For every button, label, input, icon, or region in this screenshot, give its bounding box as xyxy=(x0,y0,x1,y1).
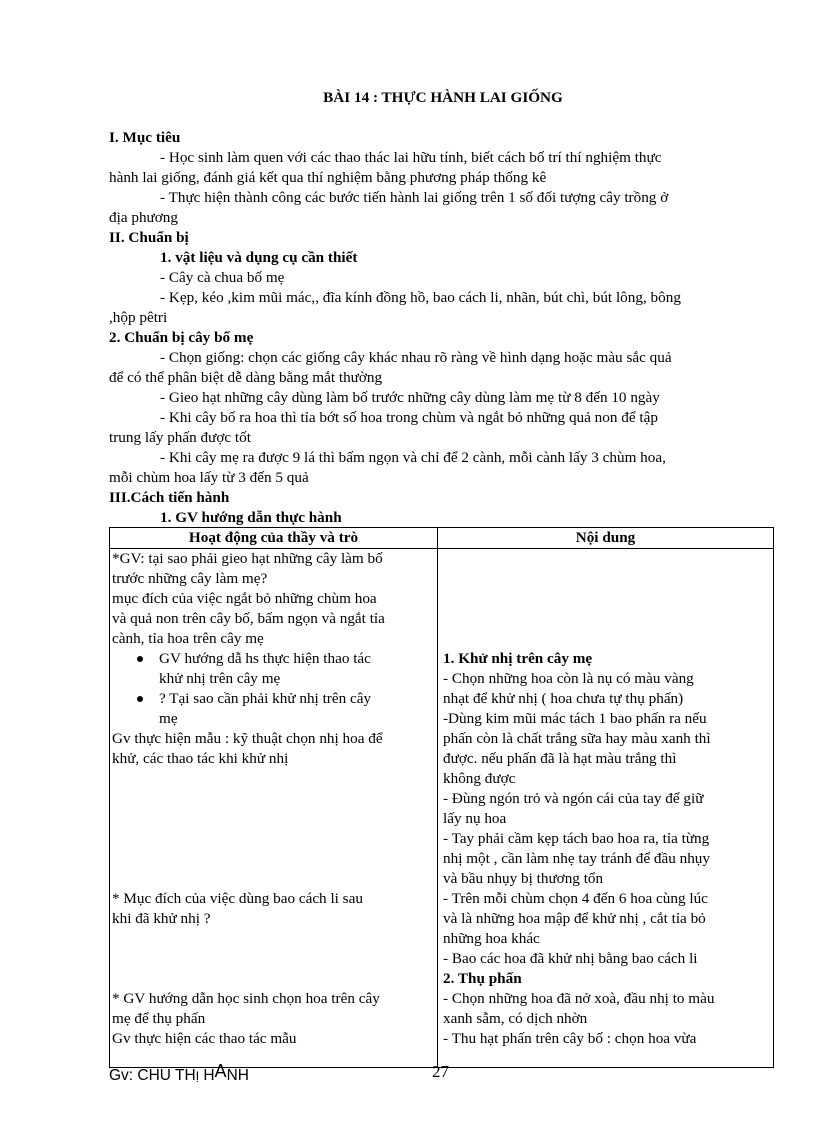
cell-line: mẹ xyxy=(159,710,178,727)
subheading-guidance: 1. GV hướng dẫn thực hành xyxy=(160,509,342,526)
cell-line: Gv thực hiện các thao tác mẫu xyxy=(112,1030,297,1047)
table-cell-content xyxy=(438,549,774,1068)
cell-line: và quả non trên cây bố, bấm ngọn và ngắt tỉa xyxy=(112,610,385,627)
table-header-content: Nội dung xyxy=(438,528,774,549)
content-heading-pollination: 2. Thụ phấn xyxy=(443,970,522,987)
paragraph-line: - Chọn giống: chọn các giống cây khác nhau rõ ràng về hình dạng hoặc màu sắc quả xyxy=(160,349,672,366)
cell-line: được. nếu phấn đã là hạt màu trắng thì xyxy=(443,750,677,767)
cell-line: *GV: tại sao phải gieo hạt những cây làm bố xyxy=(112,550,383,567)
paragraph-line: - Cây cà chua bố mẹ xyxy=(160,269,285,286)
table-header-activities: Hoạt động của thầy và trò xyxy=(110,528,438,549)
cell-line: Gv thực hiện mẫu : kỹ thuật chọn nhị hoa để xyxy=(112,730,383,747)
activity-table xyxy=(109,527,774,1068)
cell-line: - Trên mỗi chùm chọn 4 đến 6 hoa cùng lúc xyxy=(443,890,708,907)
footer-author-part: Ị xyxy=(195,1069,200,1083)
page-number: 27 xyxy=(432,1062,449,1081)
paragraph-line: hành lai giống, đánh giá kết qua thí nghiệm bằng phương pháp thống kê xyxy=(109,169,547,186)
table-cell-activities xyxy=(110,549,438,1068)
paragraph-line: để có thể phân biệt dễ dàng bằng mắt thường xyxy=(109,369,383,386)
cell-line: mục đích của việc ngắt bỏ những chùm hoa xyxy=(112,590,377,607)
cell-line: -Dùng kim mũi mác tách 1 bao phấn ra nếu xyxy=(443,710,707,727)
footer-author-part: H xyxy=(199,1067,215,1084)
cell-line: khử nhị trên cây mẹ xyxy=(159,670,281,687)
cell-line: * Mục đích của việc dùng bao cách li sau xyxy=(112,890,363,907)
cell-line: nhị một , cần làm nhẹ tay tránh để đầu nhụy xyxy=(443,850,710,867)
paragraph-line: - Gieo hạt những cây dùng làm bố trước những cây dùng làm mẹ từ 8 đến 10 ngày xyxy=(160,389,660,406)
section-heading-objectives: I. Mục tiêu xyxy=(109,129,181,146)
cell-line: cành, tỉa hoa trên cây mẹ xyxy=(112,630,264,647)
cell-line: phấn còn là chất trắng sữa hay màu xanh thì xyxy=(443,730,711,747)
cell-line: xanh sẫm, có dịch nhờn xyxy=(443,1010,588,1027)
cell-line: và bầu nhụy bị thương tổn xyxy=(443,870,604,887)
paragraph-line: ,hộp pêtri xyxy=(109,309,168,326)
content-heading-emasculation: 1. Khử nhị trên cây mẹ xyxy=(443,650,593,667)
paragraph-line: mỗi chùm hoa lấy từ 3 đến 5 quả xyxy=(109,469,309,486)
paragraph-line: địa phương xyxy=(109,209,178,226)
paragraph-line: - Thực hiện thành công các bước tiến hành lai giống trên 1 số đối tượng cây trồng ở xyxy=(160,189,669,206)
cell-line: GV hướng dẫ hs thực hiện thao tác xyxy=(159,650,371,667)
section-heading-procedure: III.Cách tiến hành xyxy=(109,489,230,506)
cell-line: * GV hướng dẫn học sinh chọn hoa trên cây xyxy=(112,990,380,1007)
footer-author xyxy=(109,1061,249,1086)
cell-line: khử, các thao tác khi khử nhị xyxy=(112,750,289,767)
subheading-parent-plants: 2. Chuẩn bị cây bố mẹ xyxy=(109,329,254,346)
subheading-materials: 1. vật liệu và dụng cụ cần thiết xyxy=(160,249,358,266)
cell-line: mẹ để thụ phấn xyxy=(112,1010,206,1027)
cell-line: - Chọn những hoa đã nở xoà, đầu nhị to màu xyxy=(443,990,715,1007)
cell-line: nhạt để khử nhị ( hoa chưa tự thụ phấn) xyxy=(443,690,684,707)
cell-line: trước những cây làm mẹ? xyxy=(112,570,268,587)
cell-line: những hoa khác xyxy=(443,930,540,947)
footer-author-part: Gv: CHU TH xyxy=(109,1067,196,1084)
page-title: BÀI 14 : THỰC HÀNH LAI GIỐNG xyxy=(323,89,563,106)
paragraph-line: - Khi cây bố ra hoa thì tỉa bớt số hoa trong chùm và ngắt bỏ những quả non để tập xyxy=(160,409,658,426)
paragraph-line: - Học sinh làm quen với các thao thác lai hữu tính, biết cách bố trí thí nghiệm thực xyxy=(160,149,662,166)
cell-line: không được xyxy=(443,770,516,787)
cell-line: và là những hoa mập để khử nhị , cắt tỉa bỏ xyxy=(443,910,706,927)
cell-line: - Thu hạt phấn trên cây bố : chọn hoa vừa xyxy=(443,1030,697,1047)
cell-line: - Tay phải cầm kẹp tách bao hoa ra, tỉa từng xyxy=(443,830,710,847)
paragraph-line: trung lấy phấn được tốt xyxy=(109,429,251,446)
cell-line: khi đã khử nhị ? xyxy=(112,910,211,927)
paragraph-line: - Khi cây mẹ ra được 9 lá thì bấm ngọn và chỉ để 2 cành, mỗi cành lấy 3 chùm hoa, xyxy=(160,449,666,466)
cell-line: lấy nụ hoa xyxy=(443,810,507,827)
bullet-icon xyxy=(137,696,143,702)
bullet-icon xyxy=(137,656,143,662)
footer-author-part: NH xyxy=(226,1067,249,1084)
cell-line: - Chọn những hoa còn là nụ có màu vàng xyxy=(443,670,694,687)
section-heading-preparation: II. Chuẩn bị xyxy=(109,229,189,246)
cell-line: - Bao các hoa đã khử nhị bằng bao cách li xyxy=(443,950,698,967)
paragraph-line: - Kẹp, kéo ,kim mũi mác,, đĩa kính đồng hồ, bao cách li, nhãn, bút chì, bút lông, bông xyxy=(160,289,681,306)
cell-line: ? Tại sao cần phải khử nhị trên cây xyxy=(159,690,372,707)
cell-line: - Đùng ngón trỏ và ngón cái của tay để giữ xyxy=(443,790,704,807)
footer-author-part: A xyxy=(214,1061,227,1081)
